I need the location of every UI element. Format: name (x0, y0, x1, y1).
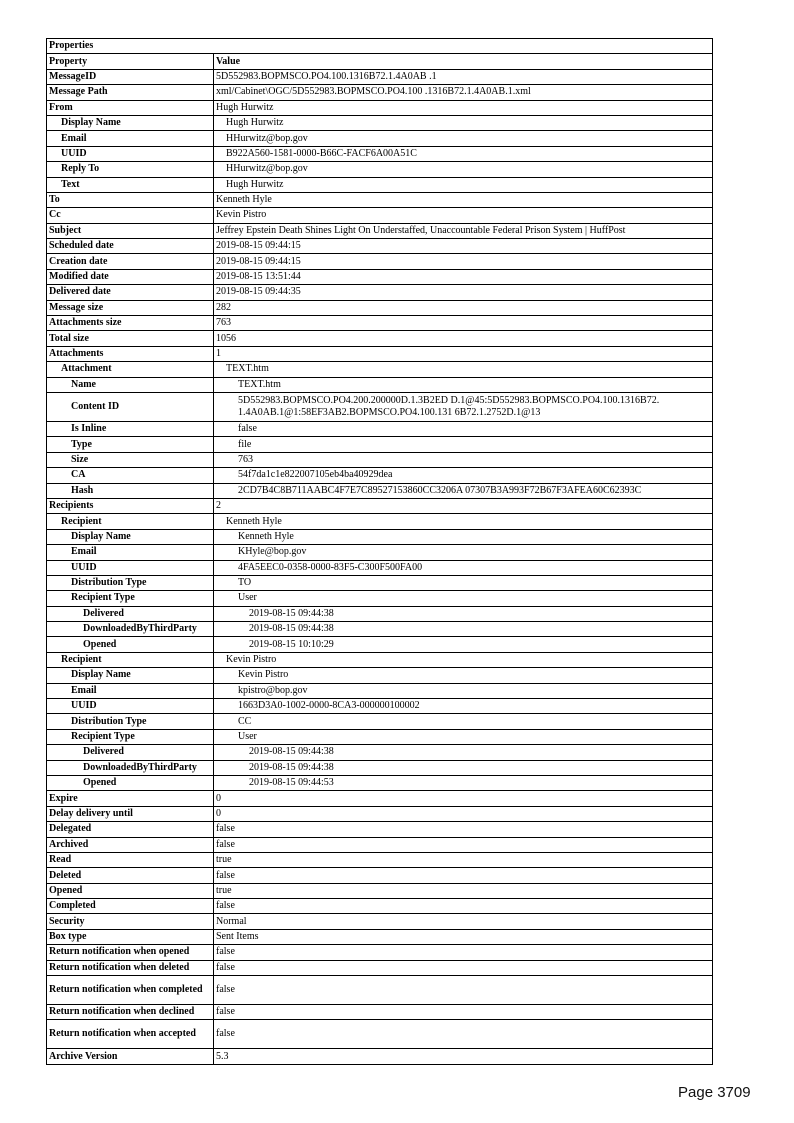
property-value: false (214, 976, 713, 1005)
property-name: Recipients (47, 498, 214, 513)
properties-table (46, 38, 713, 1065)
property-name: Expire (47, 791, 214, 806)
property-name: UUID (47, 560, 214, 575)
property-value: true (214, 883, 713, 898)
property-name: Message Path (47, 85, 214, 100)
property-row (47, 331, 713, 346)
property-value: 4FA5EEC0-0358-0000-83F5-C300F500FA00 (214, 560, 713, 575)
property-value: Kenneth Hyle (214, 514, 713, 529)
property-value: xml/Cabinet\OGC/5D552983.BOPMSCO.PO4.100 .1316B72.1.4A0AB.1.xml (214, 85, 713, 100)
property-name: Return notification when completed (47, 976, 214, 1005)
property-value: B922A560-1581-0000-B66C-FACF6A00A51C (214, 146, 713, 161)
property-row (47, 837, 713, 852)
property-value: Normal (214, 914, 713, 929)
property-row (47, 239, 713, 254)
property-value: User (214, 591, 713, 606)
property-name: Text (47, 177, 214, 192)
property-name: DownloadedByThirdParty (47, 760, 214, 775)
property-value: Kenneth Hyle (214, 192, 713, 207)
property-name: Distribution Type (47, 575, 214, 590)
property-name: Return notification when accepted (47, 1020, 214, 1049)
property-value: TEXT.htm (214, 362, 713, 377)
property-value: Sent Items (214, 929, 713, 944)
properties-sheet (46, 38, 712, 1065)
property-value: 763 (214, 316, 713, 331)
property-row (47, 683, 713, 698)
properties-title-row (47, 39, 713, 54)
property-row (47, 452, 713, 467)
property-row (47, 868, 713, 883)
property-name: Size (47, 452, 214, 467)
property-name: Display Name (47, 115, 214, 130)
property-value: 763 (214, 452, 713, 467)
property-row (47, 437, 713, 452)
property-row (47, 622, 713, 637)
property-value: 1663D3A0-1002-0000-8CA3-000000100002 (214, 699, 713, 714)
property-value: true (214, 852, 713, 867)
property-name: Recipient (47, 514, 214, 529)
property-name: Delegated (47, 822, 214, 837)
property-row (47, 945, 713, 960)
property-name: CA (47, 468, 214, 483)
property-value: Kevin Pistro (214, 652, 713, 667)
property-value: 2019-08-15 09:44:35 (214, 285, 713, 300)
property-value: file (214, 437, 713, 452)
property-value: Kevin Pistro (214, 668, 713, 683)
property-name: Delivered (47, 606, 214, 621)
property-value: 2019-08-15 09:44:38 (214, 745, 713, 760)
page-number: Page 3709 (678, 1084, 751, 1101)
property-row (47, 468, 713, 483)
property-row (47, 377, 713, 392)
property-name: Archived (47, 837, 214, 852)
property-value: Kenneth Hyle (214, 529, 713, 544)
property-name: Opened (47, 775, 214, 790)
property-name: Box type (47, 929, 214, 944)
header-property: Property (47, 54, 214, 69)
property-value: 2019-08-15 13:51:44 (214, 269, 713, 284)
property-value: 5D552983.BOPMSCO.PO4.100.1316B72.1.4A0AB .1 (214, 69, 713, 84)
property-name: Display Name (47, 668, 214, 683)
property-value: false (214, 1020, 713, 1049)
property-row (47, 699, 713, 714)
property-value: Hugh Hurwitz (214, 115, 713, 130)
property-row (47, 223, 713, 238)
property-row (47, 208, 713, 223)
header-value: Value (214, 54, 713, 69)
property-row (47, 498, 713, 513)
property-row (47, 591, 713, 606)
property-name: Delivered date (47, 285, 214, 300)
property-value: HHurwitz@bop.gov (214, 131, 713, 146)
property-value: false (214, 822, 713, 837)
property-value: 0 (214, 791, 713, 806)
property-value: 5D552983.BOPMSCO.PO4.200.200000D.1.3B2ED D.1@45:5D552983.BOPMSCO.PO4.100.1316B72. 1.4A0AB.1@1:58EF3AB2.BOPMSCO.PO4.100.131 6B72.1.2752D.1@13 (214, 392, 713, 421)
property-row (47, 285, 713, 300)
property-row (47, 714, 713, 729)
property-row (47, 822, 713, 837)
property-row (47, 316, 713, 331)
property-row (47, 575, 713, 590)
property-name: Modified date (47, 269, 214, 284)
property-row (47, 362, 713, 377)
property-name: Subject (47, 223, 214, 238)
property-value: false (214, 421, 713, 436)
property-row (47, 162, 713, 177)
property-name: Scheduled date (47, 239, 214, 254)
property-value: 1056 (214, 331, 713, 346)
property-name: Content ID (47, 392, 214, 421)
property-name: Delivered (47, 745, 214, 760)
property-name: Display Name (47, 529, 214, 544)
property-value: 2019-08-15 09:44:38 (214, 622, 713, 637)
property-row (47, 69, 713, 84)
properties-title: Properties (47, 39, 713, 54)
property-row (47, 514, 713, 529)
property-row (47, 192, 713, 207)
property-row (47, 775, 713, 790)
property-name: Return notification when opened (47, 945, 214, 960)
property-name: Distribution Type (47, 714, 214, 729)
property-name: Creation date (47, 254, 214, 269)
property-name: Recipient (47, 652, 214, 667)
property-name: Deleted (47, 868, 214, 883)
property-row (47, 883, 713, 898)
property-name: To (47, 192, 214, 207)
property-row (47, 914, 713, 929)
property-row (47, 637, 713, 652)
property-name: MessageID (47, 69, 214, 84)
property-value: false (214, 868, 713, 883)
property-row (47, 806, 713, 821)
property-name: Cc (47, 208, 214, 223)
property-value: false (214, 960, 713, 975)
property-row (47, 529, 713, 544)
properties-table-body (47, 39, 713, 1065)
property-row (47, 1049, 713, 1064)
property-row (47, 760, 713, 775)
property-row (47, 300, 713, 315)
property-name: Read (47, 852, 214, 867)
property-name: Return notification when declined (47, 1005, 214, 1020)
property-row (47, 177, 713, 192)
property-row (47, 346, 713, 361)
property-value: false (214, 1005, 713, 1020)
property-row (47, 668, 713, 683)
property-name: Is Inline (47, 421, 214, 436)
property-value: Hugh Hurwitz (214, 177, 713, 192)
property-value: HHurwitz@bop.gov (214, 162, 713, 177)
property-name: Type (47, 437, 214, 452)
property-value: 2019-08-15 09:44:53 (214, 775, 713, 790)
property-name: From (47, 100, 214, 115)
header-row (47, 54, 713, 69)
property-row (47, 729, 713, 744)
property-row (47, 929, 713, 944)
property-value: 2019-08-15 10:10:29 (214, 637, 713, 652)
property-row (47, 254, 713, 269)
property-name: Attachments (47, 346, 214, 361)
property-value: 282 (214, 300, 713, 315)
property-value: 2 (214, 498, 713, 513)
property-name: DownloadedByThirdParty (47, 622, 214, 637)
property-value: kpistro@bop.gov (214, 683, 713, 698)
property-name: Reply To (47, 162, 214, 177)
property-name: UUID (47, 146, 214, 161)
property-value: 54f7da1c1e822007105eb4ba40929dea (214, 468, 713, 483)
property-value: false (214, 899, 713, 914)
property-name: Recipient Type (47, 729, 214, 744)
property-name: Email (47, 131, 214, 146)
property-value: 2019-08-15 09:44:15 (214, 239, 713, 254)
property-row (47, 421, 713, 436)
property-row (47, 791, 713, 806)
property-name: Attachment (47, 362, 214, 377)
property-name: Opened (47, 883, 214, 898)
property-row (47, 1005, 713, 1020)
property-value: 2CD7B4C8B711AABC4F7E7C89527153860CC3206A 07307B3A993F72B67F3AFEA60C62393C (214, 483, 713, 498)
property-row (47, 745, 713, 760)
property-value: CC (214, 714, 713, 729)
property-value: 2019-08-15 09:44:15 (214, 254, 713, 269)
property-value: User (214, 729, 713, 744)
property-name: Archive Version (47, 1049, 214, 1064)
property-name: Completed (47, 899, 214, 914)
property-value: 0 (214, 806, 713, 821)
property-row (47, 100, 713, 115)
property-name: Message size (47, 300, 214, 315)
property-value: 5.3 (214, 1049, 713, 1064)
property-row (47, 899, 713, 914)
property-value: 2019-08-15 09:44:38 (214, 760, 713, 775)
property-value: false (214, 945, 713, 960)
property-row (47, 392, 713, 421)
property-row (47, 852, 713, 867)
property-row (47, 1020, 713, 1049)
property-value: false (214, 837, 713, 852)
property-row (47, 85, 713, 100)
property-row (47, 560, 713, 575)
property-row (47, 483, 713, 498)
property-value: Kevin Pistro (214, 208, 713, 223)
property-row (47, 606, 713, 621)
property-row (47, 976, 713, 1005)
property-value: 1 (214, 346, 713, 361)
property-row (47, 146, 713, 161)
property-value: 2019-08-15 09:44:38 (214, 606, 713, 621)
property-value: Hugh Hurwitz (214, 100, 713, 115)
property-name: Total size (47, 331, 214, 346)
property-value: TEXT.htm (214, 377, 713, 392)
property-row (47, 960, 713, 975)
property-name: Email (47, 683, 214, 698)
property-name: Email (47, 545, 214, 560)
property-value: Jeffrey Epstein Death Shines Light On Understaffed, Unaccountable Federal Prison System | HuffPost (214, 223, 713, 238)
property-name: Recipient Type (47, 591, 214, 606)
property-row (47, 545, 713, 560)
property-name: Attachments size (47, 316, 214, 331)
property-name: Hash (47, 483, 214, 498)
property-name: Security (47, 914, 214, 929)
property-row (47, 131, 713, 146)
property-name: UUID (47, 699, 214, 714)
property-row (47, 115, 713, 130)
property-name: Delay delivery until (47, 806, 214, 821)
property-value: KHyle@bop.gov (214, 545, 713, 560)
property-name: Return notification when deleted (47, 960, 214, 975)
property-name: Opened (47, 637, 214, 652)
property-name: Name (47, 377, 214, 392)
property-value: TO (214, 575, 713, 590)
property-row (47, 652, 713, 667)
property-row (47, 269, 713, 284)
